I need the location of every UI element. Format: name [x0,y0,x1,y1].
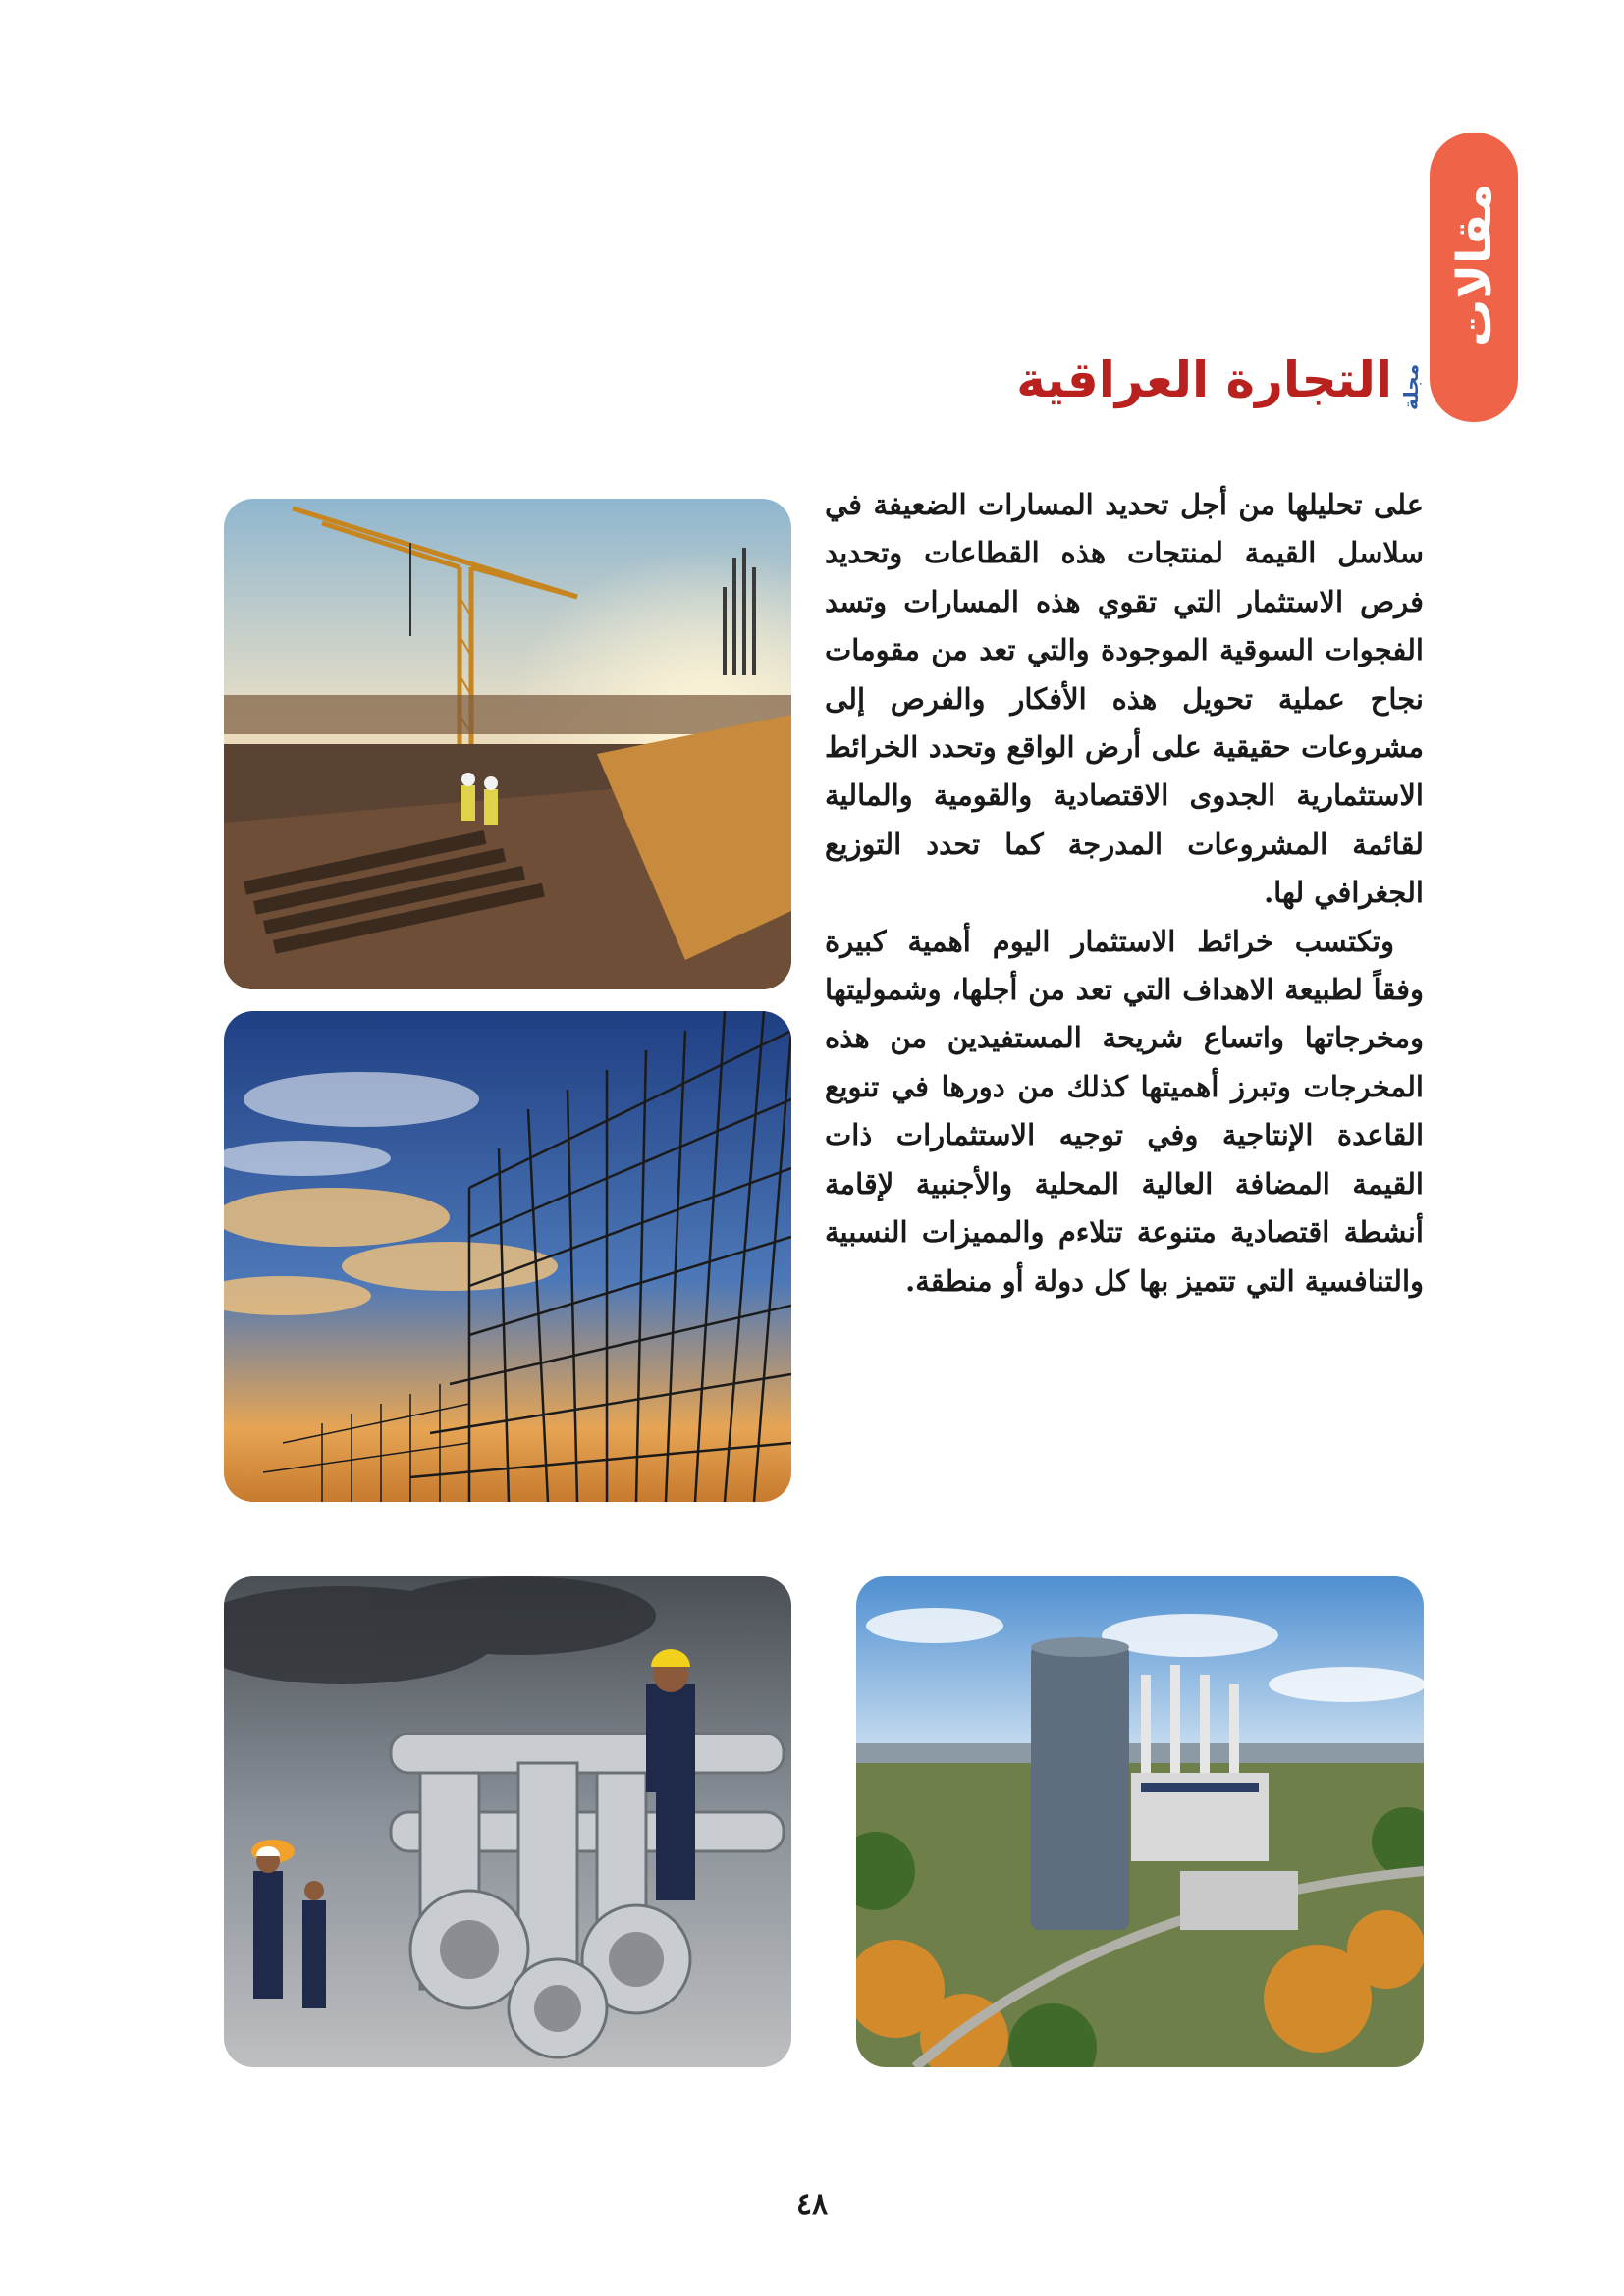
page-number: ٤٨ [795,2187,829,2221]
photo-oil-workers [224,1576,791,2067]
construction-site-image [224,499,791,989]
article-paragraph-2: وتكتسب خرائط الاستثمار اليوم أهمية كبيرة وفقاً لطبيعة الاهداف التي تعد من أجلها، وشموليتها ومخرجاتها واتساع شريحة المستفيدين من هذه المخرجات وتبرز أهميتها كذلك من دورها في تنويع القاعدة الإنتاجية وفي توجيه الاستثمارات ذات القيمة المضافة العالية المحلية والأجنبية لإقامة أنشطة اقتصادية متنوعة تتلاءم والمميزات النسبية والتنافسية التي تتميز بها كل دولة أو منطقة. [825,924,1424,1298]
magazine-title: التجارة العراقية [1016,351,1392,408]
section-label: مقالات [1447,183,1502,347]
oil-workers-image [224,1576,791,2067]
magazine-masthead [1016,351,1424,420]
magazine-kicker: مجلة [1399,363,1423,410]
article-body [825,481,1424,1306]
photo-scaffolding [224,1011,791,1502]
scaffolding-image [224,1011,791,1502]
power-plant-image [856,1576,1424,2067]
photo-power-plant [856,1576,1424,2067]
article-paragraph-1: على تحليلها من أجل تحديد المسارات الضعيفة في سلاسل القيمة لمنتجات هذه القطاعات وتحديد فرص الاستثمار التي تقوي هذه المسارات وتسد الفجوات السوقية الموجودة والتي تعد من مقومات نجاح عملية تحويل هذه الأفكار والفرص إلى مشروعات حقيقية على أرض الواقع وتحدد الخرائط الاستثمارية الجدوى الاقتصادية والقومية والمالية لقائمة المشروعات المدرجة كما تحدد التوزيع الجغرافي لها. [825,488,1424,910]
photo-construction-site [224,499,791,989]
